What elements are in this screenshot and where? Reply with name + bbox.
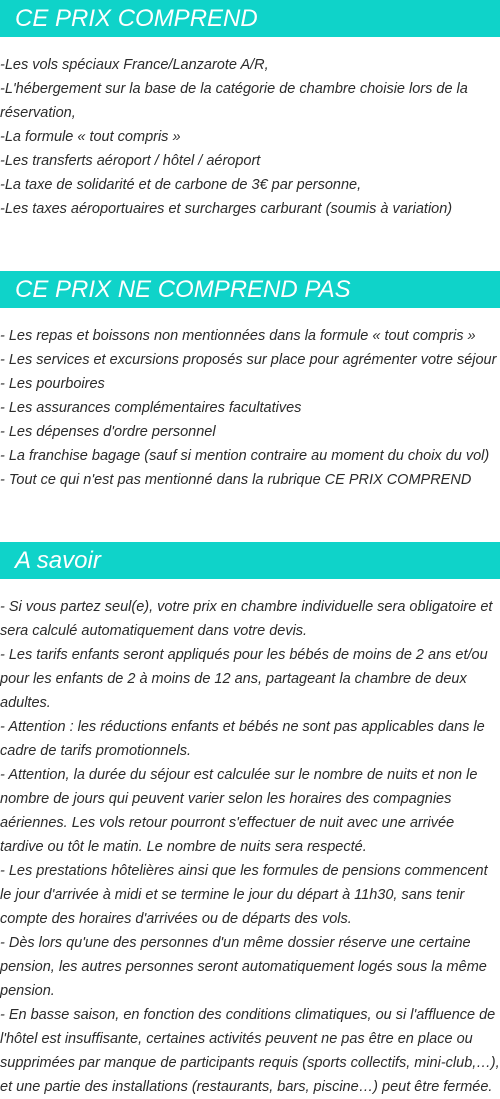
- list-item: - Tout ce qui n'est pas mentionné dans la rubrique CE PRIX COMPREND: [0, 472, 472, 488]
- list-item: - Les assurances complémentaires facultatives: [0, 400, 302, 416]
- section-title-good-to-know: A savoir: [0, 542, 500, 579]
- not-included-list: [0, 324, 500, 492]
- list-item: -Les taxes aéroportuaires et surcharges carburant (soumis à variation): [0, 201, 453, 217]
- list-item: -La taxe de solidarité et de carbone de 3€ par personne,: [0, 177, 362, 193]
- section-title-not-included: CE PRIX NE COMPREND PAS: [0, 271, 500, 308]
- list-item: - Les prestations hôtelières ainsi que les formules de pensions commencent le jour d'arrivée à midi et se termine le jour du départ à 11h30, sans tenir compte des horaires d'arrivées ou de départs des vols.: [0, 863, 488, 927]
- included-list: [0, 53, 500, 221]
- list-item: - Les tarifs enfants seront appliqués pour les bébés de moins de 2 ans et/ou pour les enfants de 2 à moins de 12 ans, partageant la chambre de deux adultes.: [0, 647, 488, 711]
- list-item: - Les dépenses d'ordre personnel: [0, 424, 216, 440]
- good-to-know-list: [0, 595, 500, 1099]
- list-item: - Les services et excursions proposés sur place pour agrémenter votre séjour: [0, 352, 497, 368]
- list-item: - Dès lors qu'une des personnes d'un même dossier réserve une certaine pension, les autres personnes seront automatiquement logés sous la même pension.: [0, 935, 487, 999]
- list-item: - Les repas et boissons non mentionnées dans la formule « tout compris »: [0, 328, 476, 344]
- list-item: -L'hébergement sur la base de la catégorie de chambre choisie lors de la réservation,: [0, 81, 468, 121]
- list-item: - Les pourboires: [0, 376, 105, 392]
- list-item: -Les vols spéciaux France/Lanzarote A/R,: [0, 57, 269, 73]
- list-item: - Attention, la durée du séjour est calculée sur le nombre de nuits et non le nombre de jours qui peuvent varier selon les horaires des compagnies aériennes. Les vols retour pourront s'effectuer de nuit avec une arrivée tardive ou tôt le matin. Le nombre de nuits sera respecté.: [0, 767, 478, 855]
- list-item: -La formule « tout compris »: [0, 129, 181, 145]
- list-item: - Attention : les réductions enfants et bébés ne sont pas applicables dans le cadre de tarifs promotionnels.: [0, 719, 485, 759]
- section-title-included: CE PRIX COMPREND: [0, 0, 500, 37]
- list-item: - La franchise bagage (sauf si mention contraire au moment du choix du vol): [0, 448, 490, 464]
- list-item: -Les transferts aéroport / hôtel / aéroport: [0, 153, 261, 169]
- list-item: - En basse saison, en fonction des conditions climatiques, ou si l'affluence de l'hôtel est insuffisante, certaines activités peuvent ne pas être en place ou supprimées par manque de participants requis (sports collectifs, mini-club,…), et une partie des installations (restaurants, bars, piscine…) peut être fermée.: [0, 1007, 500, 1095]
- list-item: - Si vous partez seul(e), votre prix en chambre individuelle sera obligatoire et sera calculé automatiquement dans votre devis.: [0, 599, 493, 639]
